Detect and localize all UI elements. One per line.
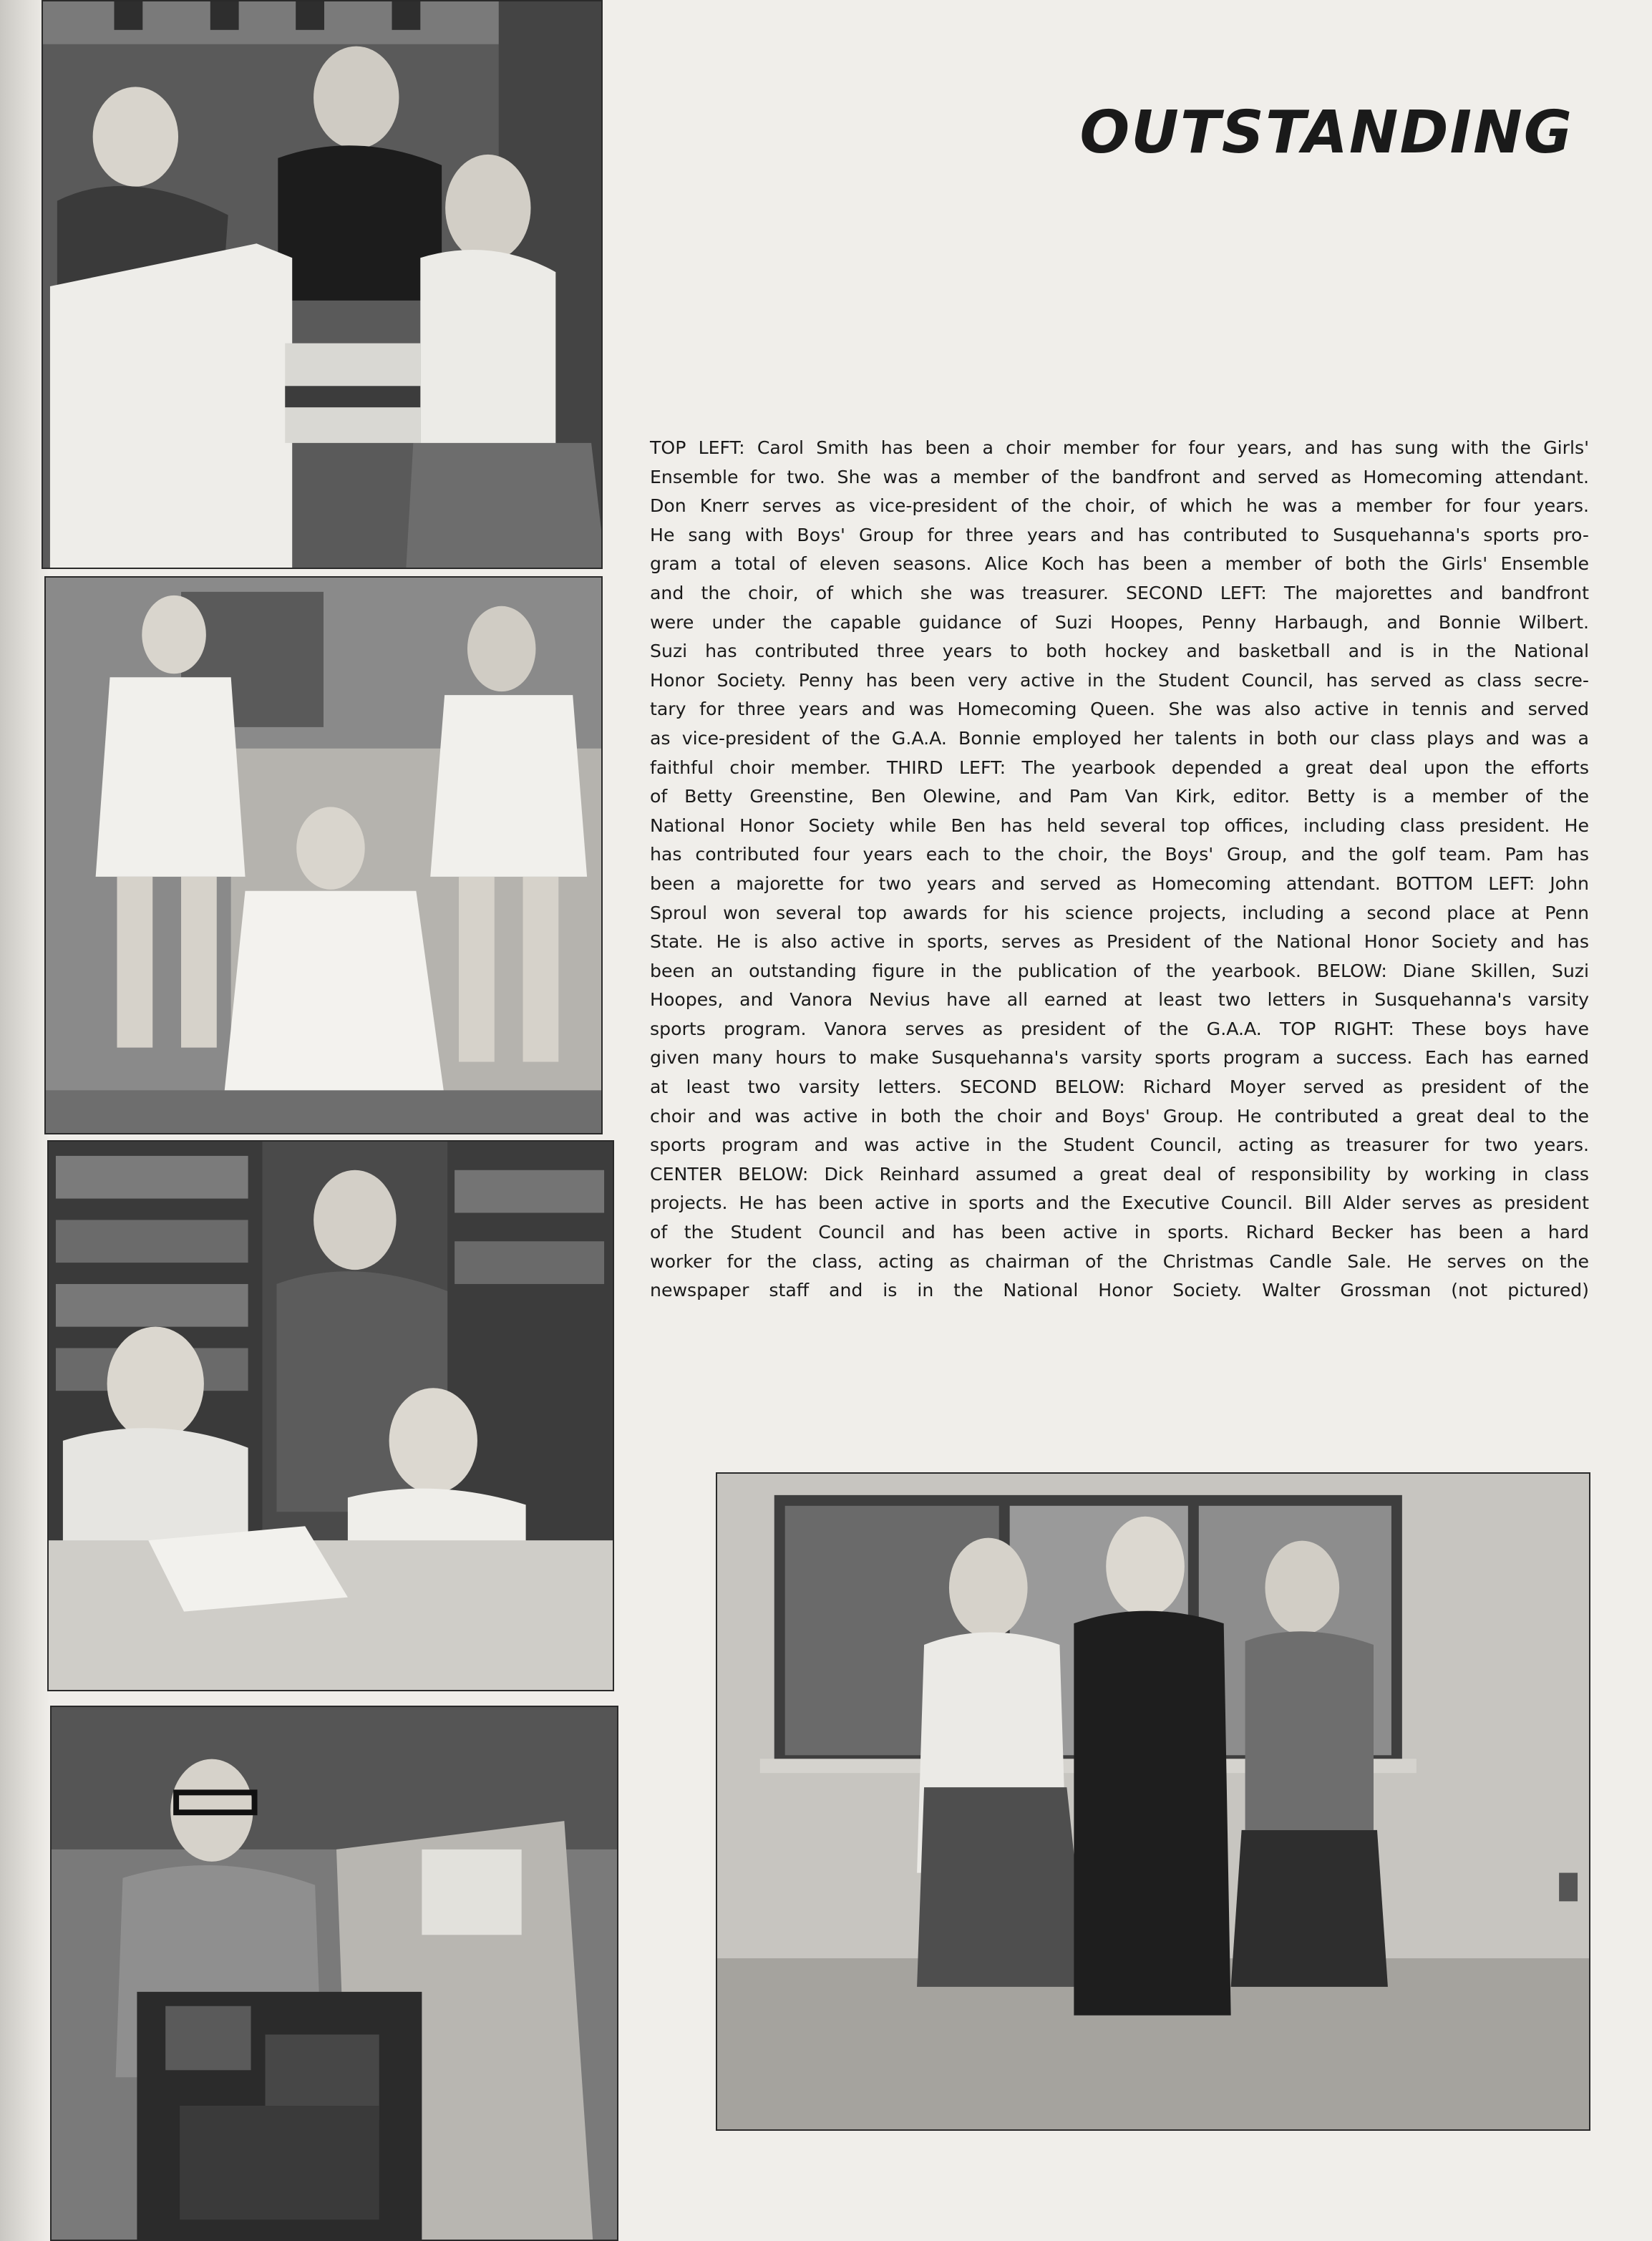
caption-line: projects. He has been active in sports and the Executive Council. Bill Alder serves as president [650,1192,1589,1214]
caption-line: were under the capable guidance of Suzi Hoopes, Penny Harbaugh, and Bonnie Wilbert. [650,611,1589,633]
caption-line: choir and was active in both the choir and Boys' Group. He contributed a great deal to the [650,1105,1589,1127]
caption-line: Sproul won several top awards for his science projects, including a second place at Penn [650,902,1589,923]
caption-line: has contributed four years each to the choir, the Boys' Group, and the golf team. Pam has [650,844,1589,865]
caption-line: sports program and was active in the Student Council, acting as treasurer for two years. [650,1134,1589,1156]
photo-choir-piano [42,0,603,569]
caption-line: tary for three years and was Homecoming Queen. She was also active in tennis and served [650,699,1589,720]
caption-line: CENTER BELOW: Dick Reinhard assumed a great deal of responsibility by working in class [650,1163,1589,1185]
page-title: OUTSTANDING [1079,99,1573,167]
caption-line: at least two varsity letters. SECOND BELOW: Richard Moyer served as president of the [650,1076,1589,1098]
caption-line: faithful choir member. THIRD LEFT: The yearbook depended a great deal upon the efforts [650,757,1589,778]
caption-line: been an outstanding figure in the publication of the yearbook. BELOW: Diane Skillen, Suzi [650,960,1589,981]
caption-line: gram a total of eleven seasons. Alice Koch has been a member of both the Girls' Ensemble [650,553,1589,575]
photo-science-project [50,1706,618,2241]
photo-trophy-case [716,1472,1590,2131]
caption-line: Suzi has contributed three years to both hockey and basketball and is in the National [650,641,1589,662]
caption-line: as vice-president of the G.A.A. Bonnie employed her talents in both our class plays and was a [650,727,1589,749]
caption-line: worker for the class, acting as chairman of the Christmas Candle Sale. He serves on the [650,1250,1589,1272]
caption-line: given many hours to make Susquehanna's varsity sports program a success. Each has earned [650,1047,1589,1069]
photo-majorettes [44,576,603,1134]
caption-line: of the Student Council and has been active in sports. Richard Becker has been a hard [650,1222,1589,1243]
caption-line: Ensemble for two. She was a member of the bandfront and served as Homecoming attendant. [650,466,1589,487]
caption-line: State. He is also active in sports, serves as President of the National Honor Society and has [650,931,1589,953]
caption-line: TOP LEFT: Carol Smith has been a choir member for four years, and has sung with the Girls' [650,437,1589,458]
photo-yearbook-staff [47,1140,614,1691]
caption-line: He sang with Boys' Group for three years and has contributed to Susquehanna's sports pro- [650,524,1589,545]
photo-caption-paragraph [650,434,1589,1306]
caption-line: Honor Society. Penny has been very active in the Student Council, has served as class secre- [650,669,1589,691]
caption-line: of Betty Greenstine, Ben Olewine, and Pam Van Kirk, editor. Betty is a member of the [650,786,1589,807]
caption-line: Don Knerr serves as vice-president of the choir, of which he was a member for four years. [650,495,1589,517]
caption-line: newspaper staff and is in the National Honor Society. Walter Grossman (not pictured) [650,1280,1589,1301]
caption-line: National Honor Society while Ben has held several top offices, including class president. He [650,815,1589,836]
caption-line: and the choir, of which she was treasurer. SECOND LEFT: The majorettes and bandfront [650,582,1589,603]
caption-line: been a majorette for two years and served as Homecoming attendant. BOTTOM LEFT: John [650,872,1589,894]
caption-line: Hoopes, and Vanora Nevius have all earned at least two letters in Susquehanna's varsity [650,989,1589,1011]
caption-line: sports program. Vanora serves as president of the G.A.A. TOP RIGHT: These boys have [650,1018,1589,1039]
